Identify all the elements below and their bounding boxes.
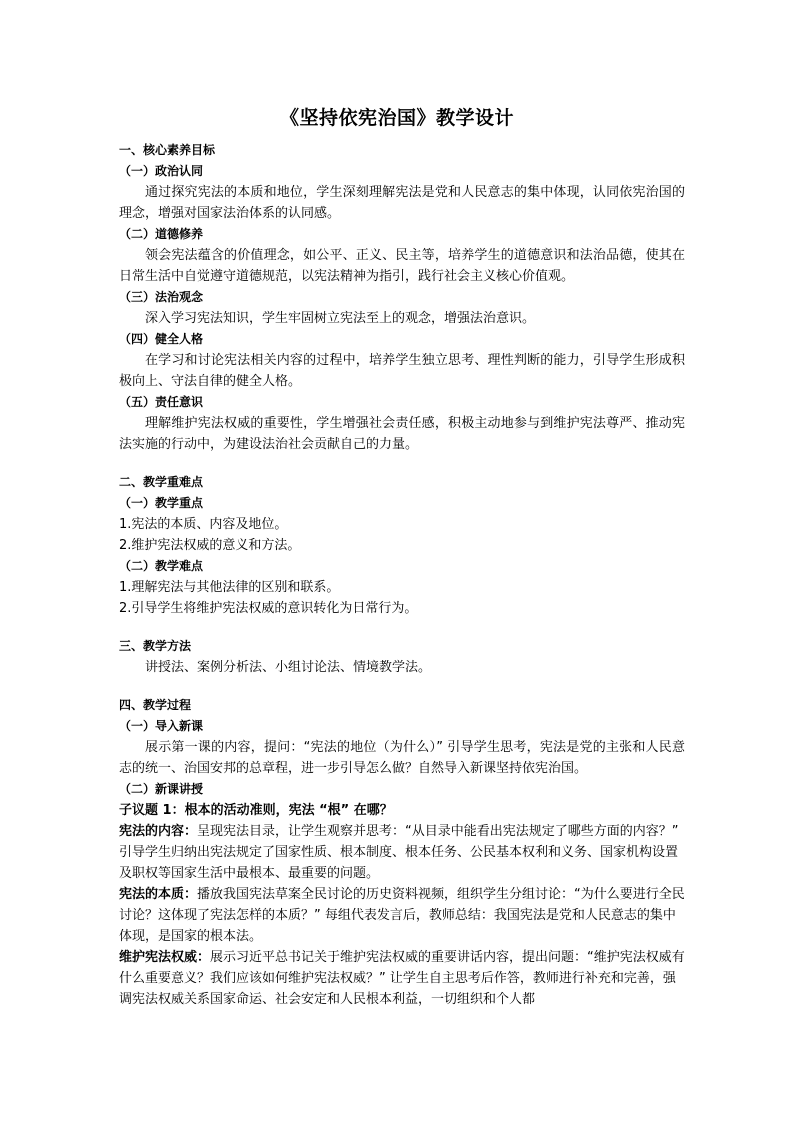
subheading-difficulty: （二）教学难点 (119, 559, 204, 573)
paragraph-label: 维护宪法权威： (119, 950, 211, 965)
paragraph-moral: 领会宪法蕴含的价值理念，如公平、正义、民主等，培养学生的道德意识和法治品德，使其在日常生活中自觉遵守道德规范，以宪法精神为指引，践行社会主义核心价值观。 (119, 248, 685, 284)
spacer (119, 619, 685, 636)
list-item: 2.引导学生将维护宪法权威的意识转化为日常行为。 (119, 601, 418, 616)
paragraph-text: 呈现宪法目录，让学生观察并思考：“从目录中能看出宪法规定了哪些方面的内容？” 引导学生归纳出宪法规定了国家性质、根本制度、根本任务、公民基本权利和义务、国家机构设置及职权等国家生活中最根本、最重要的问题。 (119, 824, 679, 881)
document-body (119, 140, 685, 1010)
paragraph-personality: 在学习和讨论宪法相关内容的过程中，培养学生独立思考、理性判断的能力，引导学生形成积极向上、守法自律的健全人格。 (119, 353, 685, 389)
subheading-moral: （二）道德修养 (119, 227, 204, 241)
subheading-personality: （四）健全人格 (119, 332, 204, 346)
subheading-new-lesson: （二）新课讲授 (119, 782, 204, 796)
paragraph-label: 宪法的本质： (119, 887, 198, 902)
subheading-responsibility: （五）责任意识 (119, 395, 204, 409)
paragraph-content (119, 821, 685, 884)
paragraph-label: 宪法的内容： (119, 824, 198, 839)
paragraph-political-identity: 通过探究宪法的本质和地位，学生深刻理解宪法是党和人民意志的集中体现，认同依宪治国的理念，增强对国家法治体系的认同感。 (119, 185, 685, 221)
list-item: 1.宪法的本质、内容及地位。 (119, 517, 288, 532)
spacer (119, 678, 685, 695)
subheading-introduction: （一）导入新课 (119, 719, 204, 733)
section-heading-methods: 三、教学方法 (119, 639, 192, 653)
section-heading-process: 四、教学过程 (119, 698, 192, 712)
section-heading-key-points: 二、教学重难点 (119, 475, 204, 489)
section-heading-objectives: 一、核心素养目标 (119, 143, 216, 157)
paragraph-essence (119, 884, 685, 947)
list-item: 2.维护宪法权威的意义和方法。 (119, 538, 301, 553)
list-item: 1.理解宪法与其他法律的区别和联系。 (119, 580, 340, 595)
paragraph-responsibility: 理解维护宪法权威的重要性，学生增强社会责任感，积极主动地参与到维护宪法尊严、推动宪法实施的行动中，为建设法治社会贡献自己的力量。 (119, 416, 685, 452)
subheading-political-identity: （一）政治认同 (119, 164, 204, 178)
paragraph-text: 展示习近平总书记关于维护宪法权威的重要讲话内容，提出问题：“维护宪法权威有什么重要意义？我们应该如何维护宪法权威？” 让学生自主思考后作答，教师进行补充和完善，强调宪法权威关系国家命运、社会安定和人民根本利益，一切组织和个人都 (119, 950, 685, 1007)
paragraph-rule-of-law: 深入学习宪法知识，学生牢固树立宪法至上的观念，增强法治意识。 (145, 311, 536, 326)
subheading-focus: （一）教学重点 (119, 496, 204, 510)
paragraph-methods: 讲授法、案例分析法、小组讨论法、情境教学法。 (145, 660, 432, 675)
document-title: 《坚持依宪治国》教学设计 (279, 107, 514, 129)
spacer (119, 455, 685, 472)
paragraph-introduction: 展示第一课的内容，提问：“宪法的地位（为什么）” 引导学生思考，宪法是党的主张和人民意志的统一、治国安邦的总章程，进一步引导怎么做？自然导入新课坚持依宪治国。 (119, 740, 685, 776)
subheading-rule-of-law: （三）法治观念 (119, 290, 204, 304)
paragraph-authority (119, 947, 685, 1010)
topic-heading: 子议题 1：根本的活动准则，宪法 “根” 在哪？ (119, 803, 393, 818)
paragraph-text: 播放我国宪法草案全民讨论的历史资料视频，组织学生分组讨论：“为什么要进行全民讨论？这体现了宪法怎样的本质？” 每组代表发言后，教师总结：我国宪法是党和人民意志的集中体现，是国家的根本法。 (119, 887, 685, 944)
